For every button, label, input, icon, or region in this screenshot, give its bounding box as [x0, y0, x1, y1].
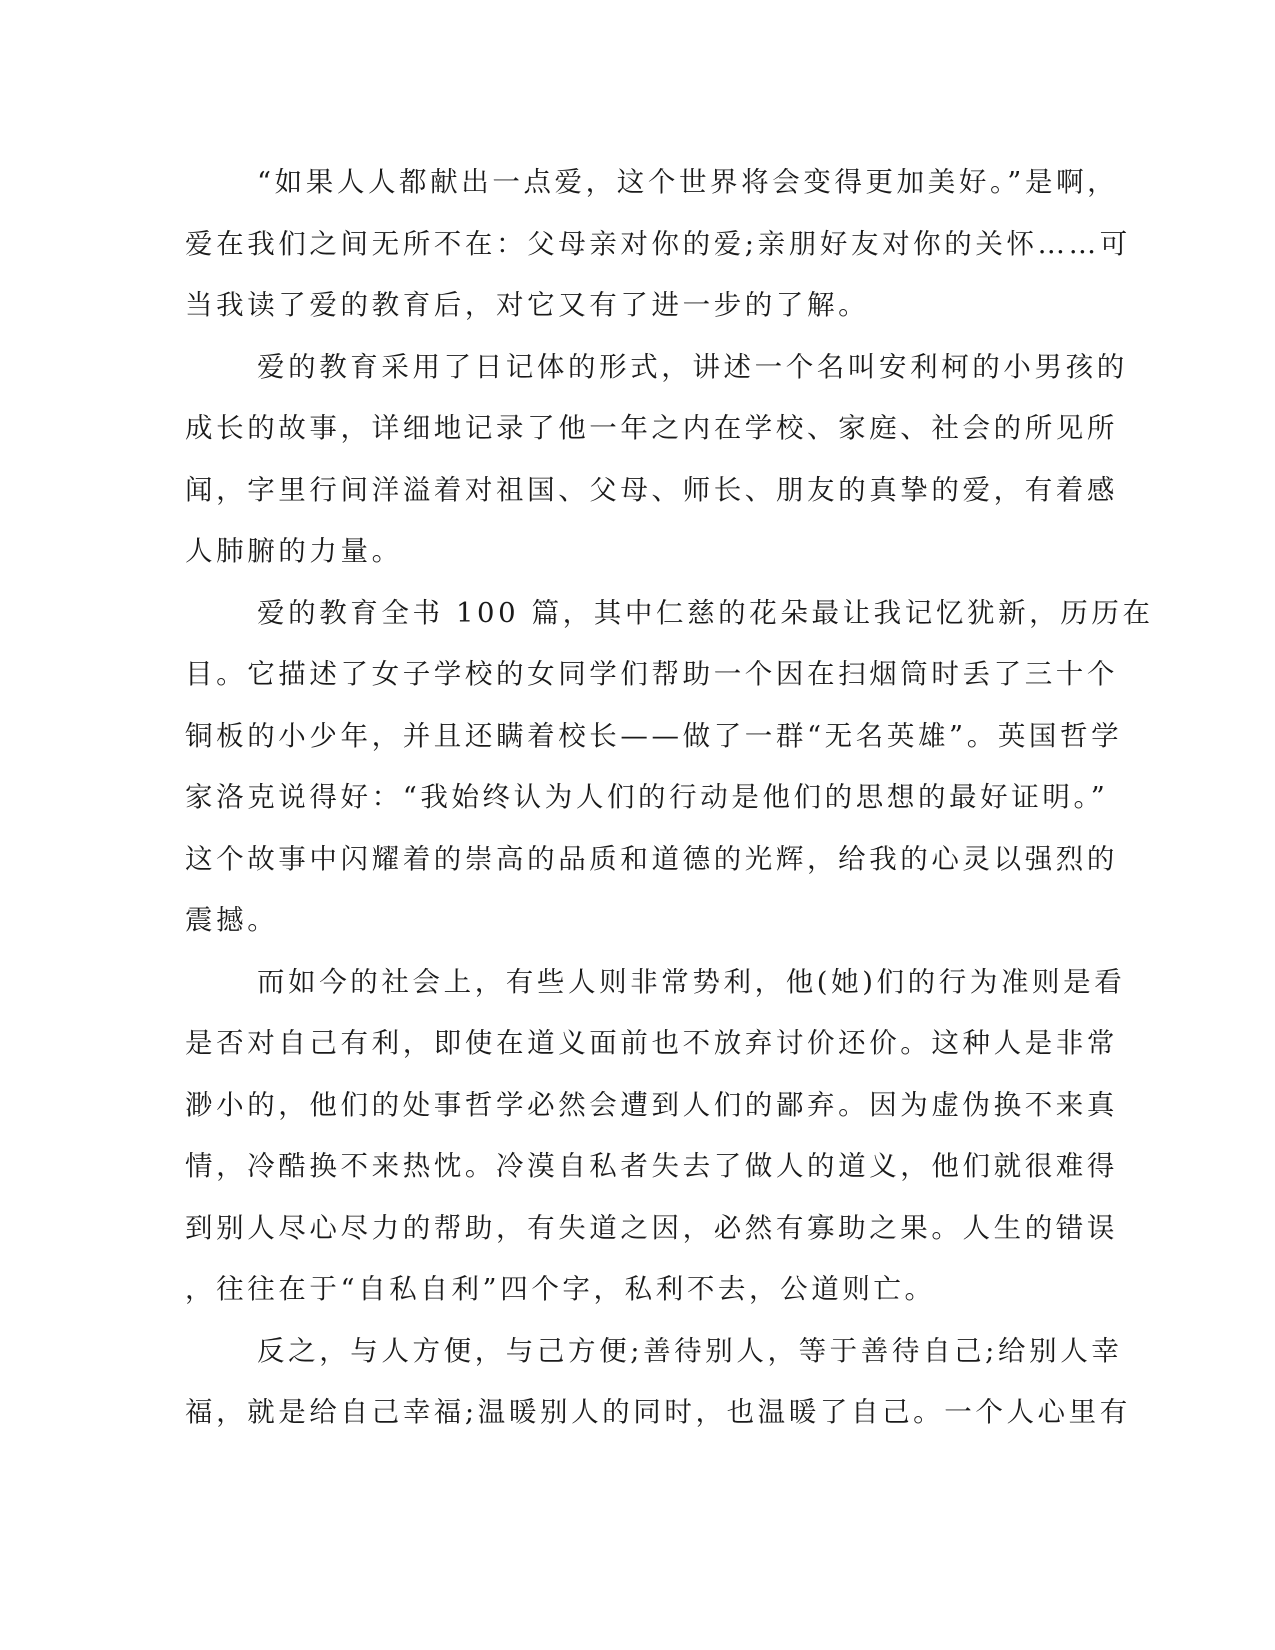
- text-line: 爱的教育全书 100 篇，其中仁慈的花朵最让我记忆犹新，历历在: [257, 596, 1154, 629]
- text-line: 成长的故事，详细地记录了他一年之内在学校、家庭、社会的所见所: [185, 412, 1118, 444]
- text-line: “如果人人都献出一点爱，这个世界将会变得更加美好。”是啊，: [257, 166, 1119, 198]
- paragraph: [185, 952, 1126, 1321]
- text-line: 铜板的小少年，并且还瞒着校长——做了一群“无名英雄”。英国哲学: [185, 719, 1123, 752]
- text-line: 这个故事中闪耀着的崇高的品质和道德的光辉，给我的心灵以强烈的: [185, 842, 1118, 875]
- text-line: 人肺腑的力量。: [185, 535, 403, 567]
- text-line: 目。它描述了女子学校的女同学们帮助一个因在扫烟筒时丢了三十个: [185, 658, 1118, 690]
- text-line: ，往往在于“自私自利”四个字，私利不去，公道则亡。: [185, 1273, 936, 1305]
- text-line: 是否对自己有利，即使在道义面前也不放弃讨价还价。这种人是非常: [185, 1027, 1118, 1059]
- text-line: 闻，字里行间洋溢着对祖国、父母、师长、朋友的真挚的爱，有着感: [185, 473, 1118, 506]
- paragraph: [185, 152, 1131, 337]
- text-line: 而如今的社会上，有些人则非常势利，他(她)们的行为准则是看: [257, 965, 1126, 998]
- text-line: 震撼。: [185, 904, 279, 936]
- text-line: 当我读了爱的教育后，对它又有了进一步的了解。: [185, 289, 870, 321]
- paragraph: [185, 1321, 1131, 1444]
- text-line: 渺小的，他们的处事哲学必然会遭到人们的鄙弃。因为虚伪换不来真: [185, 1088, 1118, 1121]
- text-line: 情，冷酷换不来热忱。冷漠自私者失去了做人的道义，他们就很难得: [185, 1150, 1118, 1182]
- text-line: 反之，与人方便，与己方便;善待别人，等于善待自己;给别人幸: [257, 1334, 1123, 1367]
- paragraph: [185, 583, 1154, 952]
- text-line: 家洛克说得好：“我始终认为人们的行动是他们的思想的最好证明。”: [185, 781, 1109, 813]
- text-line: 爱在我们之间无所不在：父母亲对你的爱;亲朋好友对你的关怀……可: [185, 227, 1131, 260]
- document-body: [185, 152, 1154, 1444]
- text-line: 到别人尽心尽力的帮助，有失道之因，必然有寡助之果。人生的错误: [185, 1211, 1118, 1244]
- text-line: 爱的教育采用了日记体的形式，讲述一个名叫安利柯的小男孩的: [257, 350, 1128, 383]
- text-line: 福，就是给自己幸福;温暖别人的同时，也温暖了自己。一个人心里有: [185, 1396, 1131, 1428]
- paragraph: [185, 337, 1128, 583]
